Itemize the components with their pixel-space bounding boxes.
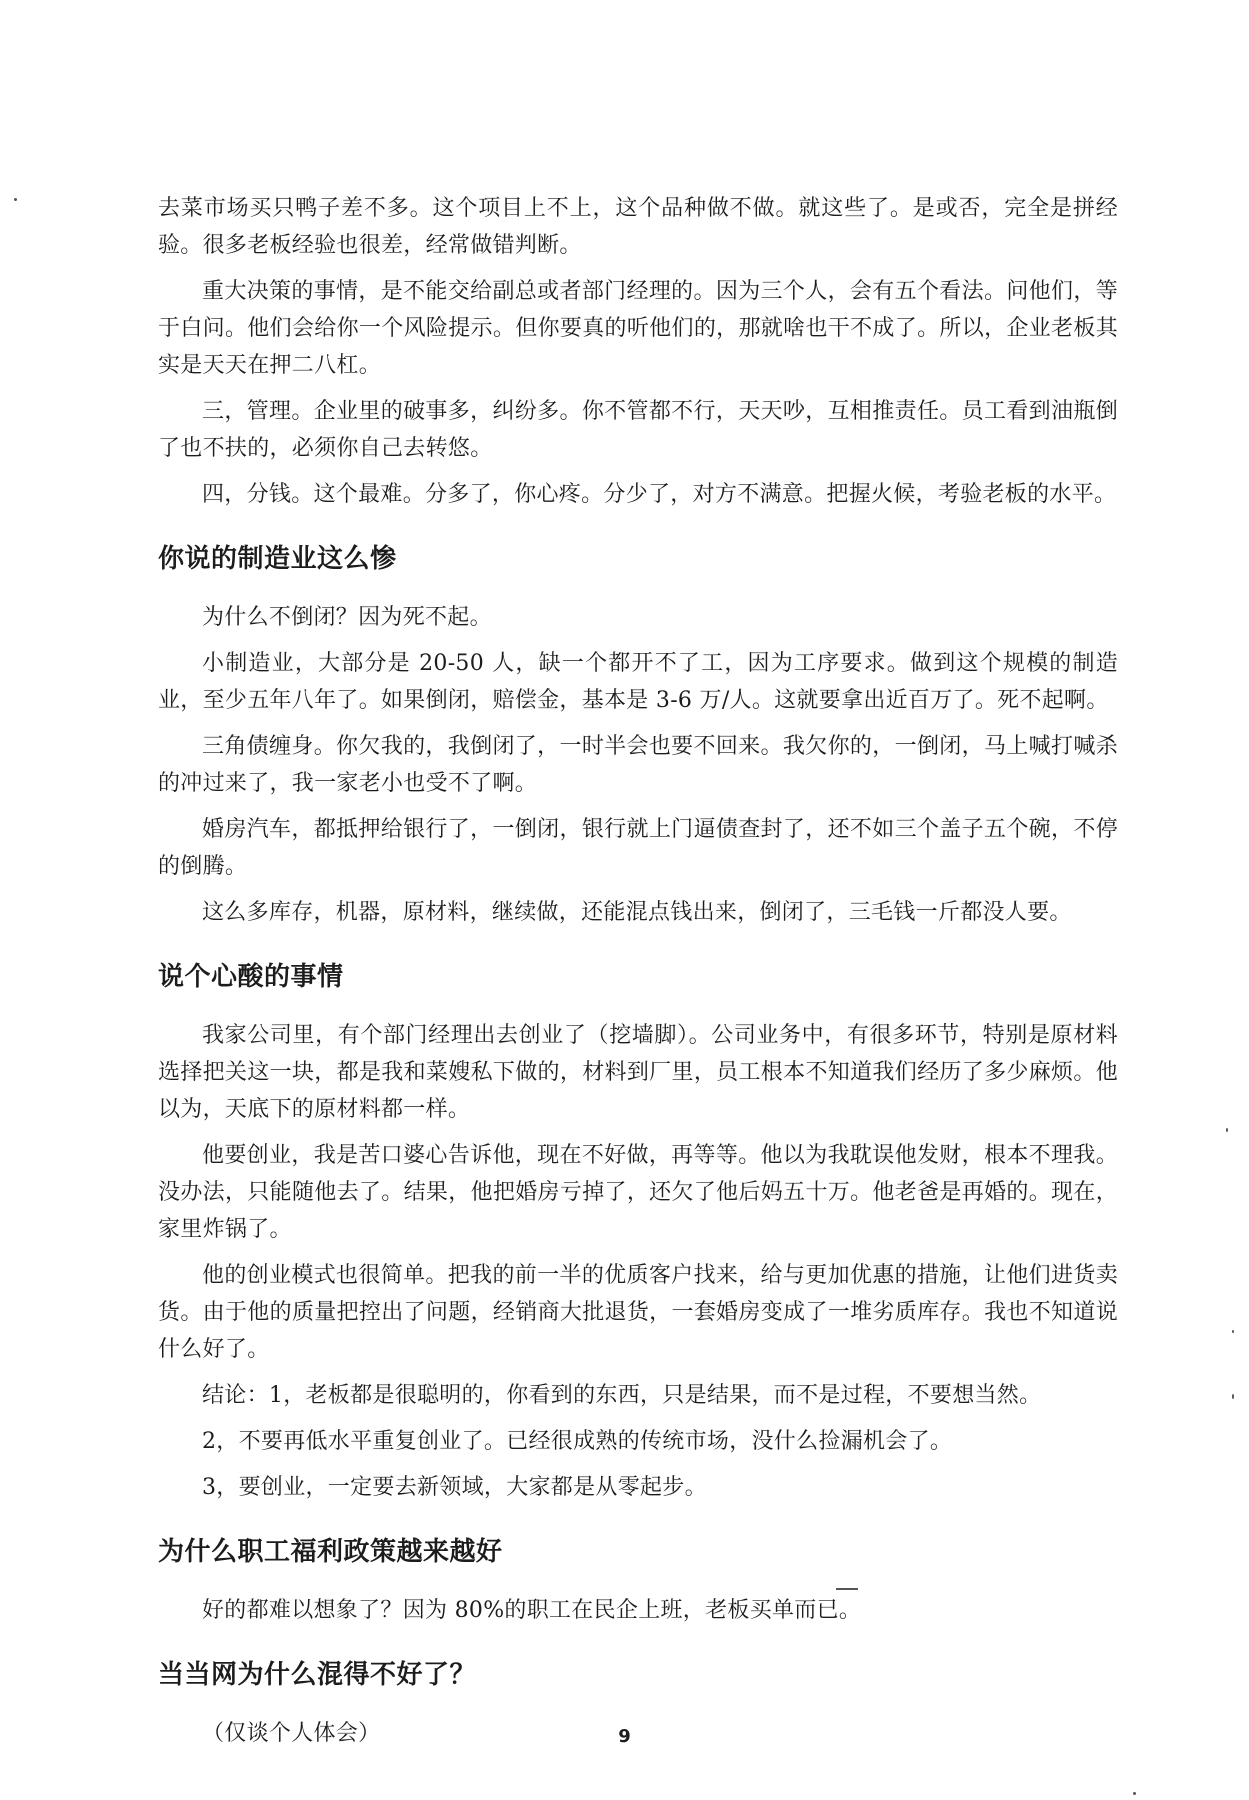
section-heading-manufacturing: 你说的制造业这么惨: [158, 544, 397, 574]
section4-note: （仅谈个人体会）: [202, 1721, 381, 1746]
scan-speck: [1232, 1394, 1234, 1399]
section1-paragraph: 三角债缠身。你欠我的，我倒闭了，一时半会也要不回来。我欠你的，一倒闭，马上喊打喊杀的冲过来了，我一家老小也受不了啊。: [158, 734, 1118, 796]
page-content: [158, 190, 1118, 1761]
section-heading-sad-story: 说个心酸的事情: [158, 962, 344, 992]
conclusion-item: 结论：1，老板都是很聪明的，你看到的东西，只是结果，而不是过程，不要想当然。: [202, 1383, 1042, 1408]
scan-speck: [14, 198, 17, 201]
section-heading-welfare: 为什么职工福利政策越来越好: [158, 1537, 503, 1567]
scan-speck: [1232, 1330, 1234, 1333]
section1-paragraph: 这么多库存，机器，原材料，继续做，还能混点钱出来，倒闭了，三毛钱一斤都没人要。: [202, 900, 1072, 925]
intro-paragraph-4: 四，分钱。这个最难。分多了，你心疼。分少了，对方不满意。把握火候，考验老板的水平。: [202, 482, 1117, 507]
page-number: 9: [618, 1726, 631, 1747]
section2-paragraph: 他要创业，我是苦口婆心告诉他，现在不好做，再等等。他以为我耽误他发财，根本不理我。没办法，只能随他去了。结果，他把婚房亏掉了，还欠了他后妈五十万。他老爸是再婚的。现在，家里炸锅了。: [158, 1143, 1118, 1242]
intro-paragraph-1: 去菜市场买只鸭子差不多。这个项目上不上，这个品种做不做。就这些了。是或否，完全是拼经验。很多老板经验也很差，经常做错判断。: [158, 196, 1118, 258]
scan-speck: [836, 1588, 858, 1590]
section1-paragraph: 为什么不倒闭？因为死不起。: [202, 605, 492, 630]
scan-speck: [1133, 1792, 1136, 1795]
section1-paragraph: 小制造业，大部分是 20-50 人，缺一个都开不了工，因为工序要求。做到这个规模的制造业，至少五年八年了。如果倒闭，赔偿金，基本是 3-6 万/人。这就要拿出近百万了。死不起啊。: [158, 651, 1118, 713]
conclusion-item: 2，不要再低水平重复创业了。已经很成熟的传统市场，没什么捡漏机会了。: [202, 1429, 953, 1454]
intro-paragraph-2: 重大决策的事情，是不能交给副总或者部门经理的。因为三个人，会有五个看法。问他们，等于白问。他们会给你一个风险提示。但你要真的听他们的，那就啥也干不成了。所以，企业老板其实是天天在押二八杠。: [158, 279, 1118, 378]
section-heading-dangdang: 当当网为什么混得不好了？: [158, 1660, 477, 1690]
scan-speck: [1226, 1128, 1228, 1132]
section2-paragraph: 我家公司里，有个部门经理出去创业了（挖墙脚）。公司业务中，有很多环节，特别是原材料选择把关这一块，都是我和菜嫂私下做的，材料到厂里，员工根本不知道我们经历了多少麻烦。他以为，天底下的原材料都一样。: [158, 1023, 1118, 1122]
intro-paragraph-3: 三，管理。企业里的破事多，纠纷多。你不管都不行，天天吵，互相推责任。员工看到油瓶倒了也不扶的，必须你自己去转悠。: [158, 399, 1118, 461]
section2-paragraph: 他的创业模式也很简单。把我的前一半的优质客户找来，给与更加优惠的措施，让他们进货卖货。由于他的质量把控出了问题，经销商大批退货，一套婚房变成了一堆劣质库存。我也不知道说什么好了。: [158, 1263, 1118, 1362]
conclusion-item: 3，要创业，一定要去新领域，大家都是从零起步。: [202, 1475, 707, 1500]
section1-paragraph: 婚房汽车，都抵押给银行了，一倒闭，银行就上门逼债查封了，还不如三个盖子五个碗，不停的倒腾。: [158, 817, 1118, 879]
section3-paragraph: 好的都难以想象了？因为 80%的职工在民企上班，老板买单而已。: [202, 1598, 862, 1623]
